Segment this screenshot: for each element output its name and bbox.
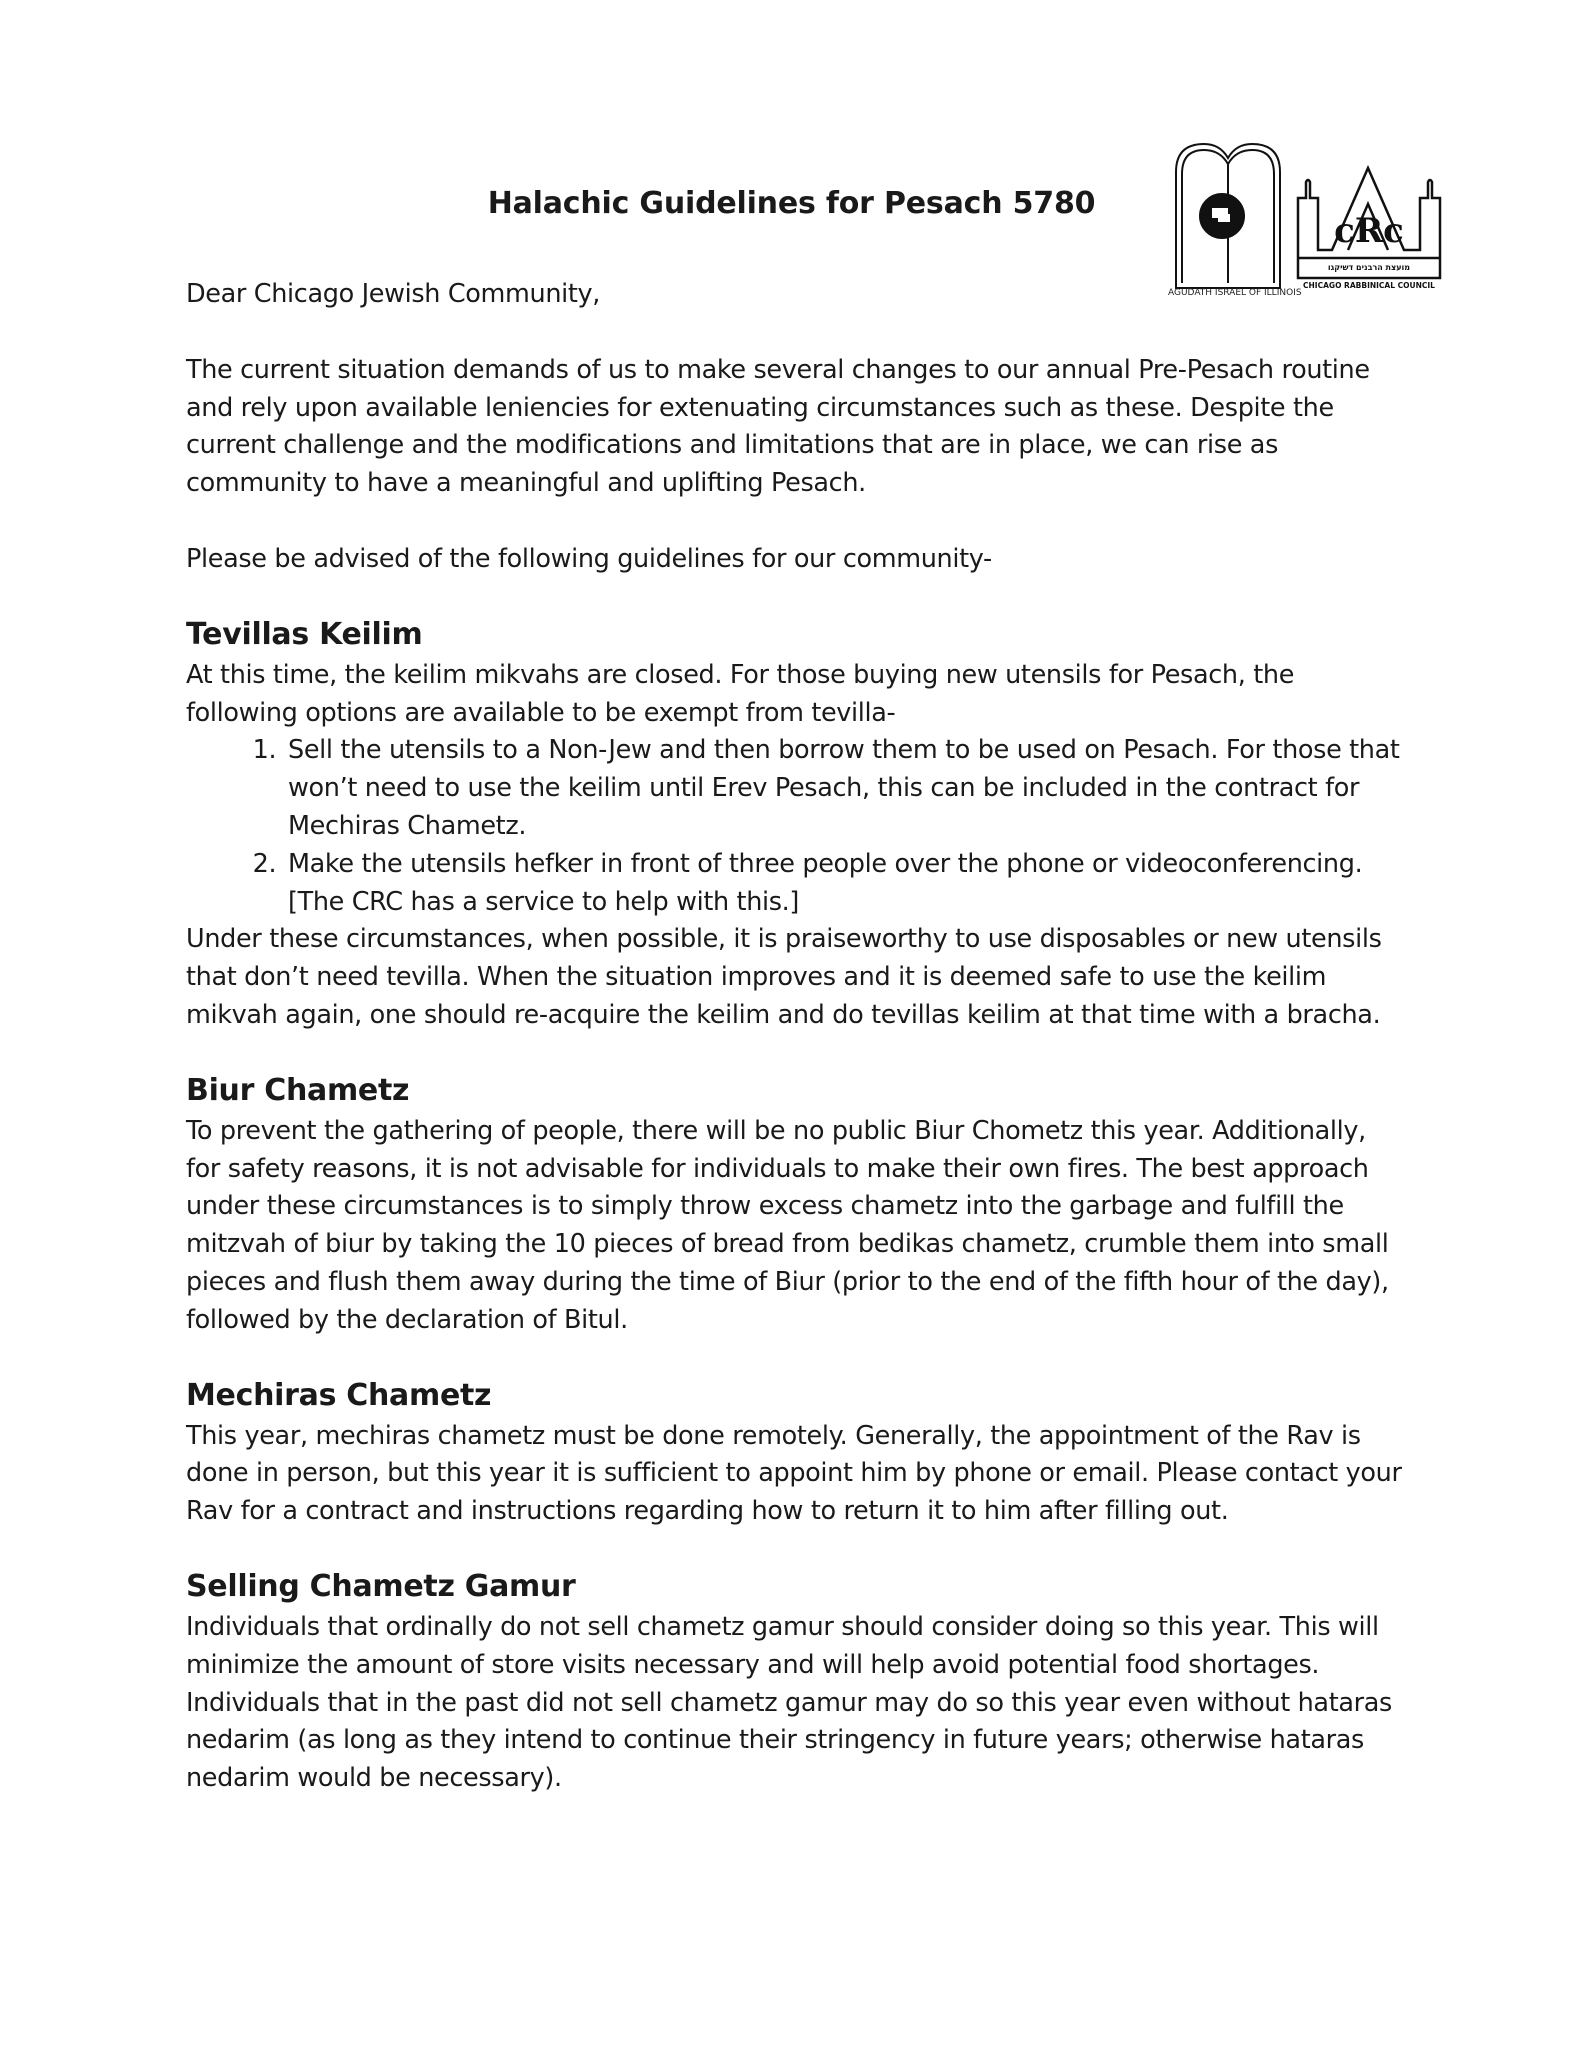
- section-heading: Tevillas Keilim: [186, 616, 423, 652]
- section-text: Individuals that ordinally do not sell chametz gamur should consider doing so this year. This will minimize the amount of store visits necessary and will help avoid potential food shortages. Individuals that in the past did not sell chametz gamur may do so this year even without hataras nedarim (as long as they intend to continue their stringency in future years; otherwise hataras nedarim would be necessary).: [186, 1611, 1392, 1794]
- crc-initials: cRc: [1334, 211, 1404, 251]
- section-selling-chametz-gamur: [186, 1565, 1406, 1798]
- section-text: At this time, the keilim mikvahs are closed. For those buying new utensils for Pesach, the following options are available to be exempt from tevilla-: [186, 659, 1295, 728]
- agudath-israel-logo: [1176, 144, 1280, 288]
- document-body: [186, 276, 1406, 1798]
- section-biur-chametz: [186, 1069, 1406, 1340]
- section-text: This year, mechiras chametz must be done remotely. Generally, the appointment of the Rav is done in person, but this year it is sufficient to appoint him by phone or email. Please contact your Rav for a contract and instructions regarding how to return it to him after filling out.: [186, 1420, 1402, 1527]
- crc-hebrew-name: מועצת הרבנים דשיקגו: [1327, 263, 1411, 272]
- section-text-after: Under these circumstances, when possible, it is praiseworthy to use disposables or new utensils that don’t need tevilla. When the situation improves and it is deemed safe to use the keilim mikvah again, one should re-acquire the keilim and do tevillas keilim at that time with a bracha.: [186, 924, 1382, 1030]
- agudath-caption: AGUDATH ISRAEL OF ILLINOIS: [1168, 288, 1302, 298]
- section-heading: Selling Chametz Gamur: [186, 1568, 576, 1604]
- section-heading: Biur Chametz: [186, 1072, 410, 1108]
- list-item: 2. Make the utensils hefker in front of three people over the phone or videoconferencing. [The CRC has a service to help with this.]: [284, 846, 1406, 922]
- list-item: 1. Sell the utensils to a Non-Jew and then borrow them to be used on Pesach. For those that won’t need to use the keilim until Erev Pesach, this can be included in the contract for Mechiras Chametz.: [284, 732, 1406, 845]
- section-mechiras-chametz: [186, 1374, 1406, 1531]
- document-title: Halachic Guidelines for Pesach 5780: [487, 186, 1096, 221]
- intro-paragraph: The current situation demands of us to make several changes to our annual Pre-Pesach routine and rely upon available leniencies for extenuating circumstances such as these. Despite the current challenge and the modifications and limitations that are in place, we can rise as community to have a meaningful and uplifting Pesach.: [186, 354, 1370, 499]
- section-tevillas-keilim: [186, 613, 1406, 1035]
- salutation: Dear Chicago Jewish Community,: [186, 279, 601, 309]
- section-text: To prevent the gathering of people, there will be no public Biur Chometz this year. Additionally, for safety reasons, it is not advisable for individuals to make their own fires. The best approach under these circumstances is to simply throw excess chametz into the garbage and fulfill the mitzvah of biur by taking the 10 pieces of bread from bedikas chametz, crumble them into small pieces and flush them away during the time of Biur (prior to the end of the fifth hour of the day), followed by the declaration of Bitul.: [186, 1115, 1389, 1335]
- options-list: [186, 732, 1406, 921]
- advise-paragraph: Please be advised of the following guidelines for our community-: [186, 543, 992, 574]
- section-heading: Mechiras Chametz: [186, 1377, 492, 1413]
- crc-caption: CHICAGO RABBINICAL COUNCIL: [1303, 281, 1435, 290]
